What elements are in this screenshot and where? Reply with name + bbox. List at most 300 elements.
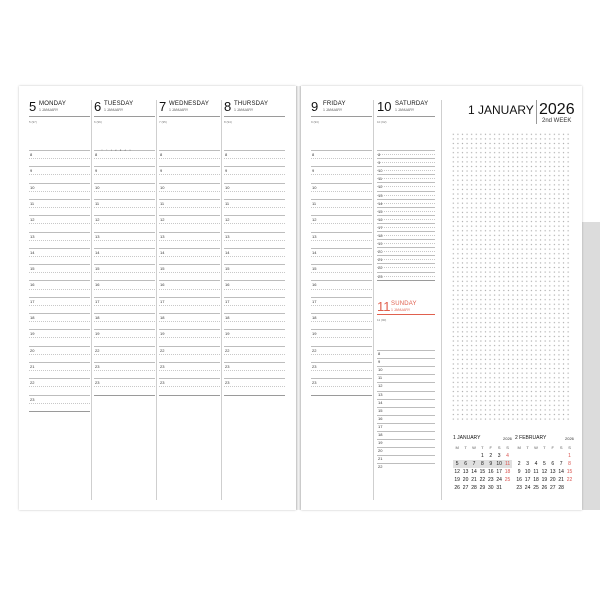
day-name: WEDNESDAY (169, 101, 210, 107)
time-slot[interactable] (224, 329, 285, 345)
calendar-day[interactable]: 5 (453, 460, 461, 468)
calendar-day[interactable]: 6 (551, 461, 555, 467)
calendar-day[interactable]: 10 (496, 461, 502, 467)
time-slot[interactable] (377, 215, 435, 223)
calendar-day[interactable]: 22 (566, 477, 573, 483)
time-slot[interactable] (159, 183, 220, 199)
time-slot[interactable] (29, 280, 90, 296)
calendar-day[interactable]: 24 (496, 477, 502, 483)
day-count-note: 10 (92) (377, 120, 387, 124)
calendar-day[interactable]: 20 (549, 477, 556, 483)
calendar-day[interactable]: 9 (487, 460, 495, 468)
calendar-day[interactable]: 9 (517, 469, 521, 475)
hour-label: 9 (378, 160, 381, 166)
day-count-note: 7 (95) (159, 120, 167, 124)
calendar-day[interactable]: 25 (533, 485, 539, 491)
hour-label: 12 (378, 383, 383, 389)
calendar-day[interactable]: 18 (504, 469, 511, 475)
time-slot[interactable] (377, 174, 435, 182)
hour-label: 11 (312, 200, 317, 206)
left-page (19, 86, 296, 510)
time-slot[interactable] (377, 358, 435, 366)
time-slot[interactable] (311, 346, 372, 362)
hour-label: 9 (95, 168, 98, 174)
calendar-day[interactable]: 3 (497, 453, 501, 459)
calendar-day (549, 452, 557, 460)
time-slot[interactable] (377, 263, 435, 271)
calendar-day (470, 452, 478, 460)
day-number: 7 (159, 99, 167, 114)
weekday-label: M (455, 445, 459, 450)
calendar-day[interactable]: 8 (478, 460, 486, 468)
weekday-label: S (506, 445, 509, 450)
time-slot[interactable] (29, 297, 90, 313)
time-slot[interactable] (377, 255, 435, 263)
bottom-rule (311, 395, 372, 396)
day-count-note: 8 (94) (224, 120, 232, 124)
time-slot[interactable] (377, 166, 435, 174)
calendar-day[interactable]: 25 (504, 477, 511, 483)
time-slot[interactable] (311, 280, 372, 296)
hour-label: 16 (225, 282, 230, 288)
calendar-day[interactable]: 1 (480, 453, 484, 459)
header-rule (29, 116, 90, 117)
calendar-day[interactable]: 14 (558, 469, 564, 475)
header-divider (536, 100, 537, 124)
hour-label: 22 (95, 347, 100, 353)
calendar-day[interactable]: 18 (533, 477, 539, 483)
column-divider (91, 100, 92, 500)
page-edge-tab (582, 222, 600, 510)
time-slot[interactable] (377, 150, 435, 158)
time-slot[interactable] (224, 362, 285, 378)
day-number: 9 (311, 99, 319, 114)
mini-calendar-grid (453, 444, 512, 492)
hour-label: 19 (225, 331, 230, 337)
hour-label: 15 (30, 266, 35, 272)
calendar-day[interactable]: 5 (542, 461, 546, 467)
time-slot[interactable] (224, 378, 285, 394)
hour-label: 23 (160, 380, 165, 386)
calendar-day[interactable]: 11 (533, 469, 539, 475)
calendar-day (503, 484, 511, 492)
hour-label: 11 (378, 176, 383, 182)
calendar-day[interactable]: 14 (471, 469, 477, 475)
bottom-rule (29, 411, 90, 412)
calendar-day[interactable]: 23 (516, 485, 522, 491)
column-divider (373, 100, 374, 500)
time-slot[interactable] (311, 215, 372, 231)
time-slot[interactable] (311, 150, 372, 166)
time-slot[interactable] (29, 264, 90, 280)
hour-label: 13 (225, 233, 230, 239)
time-slot[interactable] (94, 232, 155, 248)
time-slot[interactable] (94, 199, 155, 215)
time-slot[interactable] (377, 272, 435, 280)
time-slot[interactable] (159, 297, 220, 313)
column-divider (156, 100, 157, 500)
weekday-label: F (551, 445, 554, 450)
hour-label: 23 (160, 363, 165, 369)
time-slot[interactable] (159, 313, 220, 329)
time-slot[interactable] (94, 215, 155, 231)
calendar-day[interactable]: 16 (516, 477, 522, 483)
hour-label: 14 (378, 399, 383, 405)
calendar-day[interactable]: 21 (471, 477, 477, 483)
time-slot[interactable] (159, 362, 220, 378)
weekday-label: W (534, 445, 538, 450)
time-slot[interactable] (224, 150, 285, 166)
time-slot[interactable] (377, 431, 435, 439)
time-slot[interactable] (159, 329, 220, 345)
time-slot[interactable] (377, 231, 435, 239)
calendar-day[interactable]: 3 (526, 461, 529, 467)
time-slot[interactable] (159, 346, 220, 362)
hour-label: 20 (30, 347, 35, 353)
time-slot[interactable] (311, 297, 372, 313)
calendar-day[interactable]: 15 (479, 469, 486, 475)
time-slot[interactable] (224, 199, 285, 215)
time-slot[interactable] (377, 455, 435, 463)
hour-label: 11 (95, 200, 100, 206)
time-slot[interactable] (377, 207, 435, 215)
header-rule (311, 116, 372, 117)
calendar-day[interactable]: 26 (541, 485, 548, 491)
time-slot[interactable] (29, 199, 90, 215)
hour-label: 19 (378, 440, 383, 446)
time-slot[interactable] (224, 248, 285, 264)
time-slot[interactable] (94, 297, 155, 313)
calendar-day[interactable]: 7 (559, 461, 563, 467)
calendar-day[interactable]: 28 (471, 485, 477, 491)
weekday-label: T (464, 445, 467, 450)
hour-label: 22 (378, 464, 383, 470)
calendar-day[interactable]: 4 (506, 453, 509, 459)
calendar-day[interactable]: 20 (462, 477, 469, 483)
time-slot[interactable] (377, 415, 435, 423)
hour-label: 8 (312, 152, 315, 157)
calendar-day[interactable]: 16 (487, 469, 494, 475)
hour-label: 10 (378, 168, 383, 174)
time-slot[interactable] (377, 247, 435, 255)
calendar-day[interactable]: 31 (496, 485, 502, 491)
calendar-day (532, 452, 540, 460)
header-rule (377, 116, 435, 117)
calendar-day[interactable]: 23 (487, 477, 494, 483)
time-slot[interactable] (224, 280, 285, 296)
week-label: 2nd WEEK (542, 118, 572, 124)
hour-label: 12 (378, 184, 383, 190)
time-slot[interactable] (311, 329, 372, 345)
hour-label: 8 (378, 152, 381, 157)
hour-label: 19 (160, 331, 165, 337)
weekday-label: S (568, 445, 571, 450)
mini-calendar-grid (515, 444, 574, 492)
hour-label: 8 (225, 152, 228, 157)
time-slot[interactable] (311, 232, 372, 248)
calendar-day[interactable]: 27 (549, 485, 556, 491)
time-slot[interactable] (377, 223, 435, 231)
calendar-day[interactable]: 12 (454, 469, 460, 475)
time-slot[interactable] (94, 329, 155, 345)
hour-label: 10 (378, 367, 383, 373)
day-column-sunday (377, 300, 439, 510)
calendar-day (540, 452, 548, 460)
hour-label: 8 (160, 152, 163, 157)
year-title: 2026 (539, 101, 575, 118)
calendar-day[interactable]: 2 (517, 461, 521, 467)
day-month-label: 1 JANUARY (39, 108, 59, 112)
calendar-day[interactable]: 12 (541, 469, 548, 475)
hour-label: 20 (378, 249, 383, 255)
time-slot[interactable] (224, 313, 285, 329)
weekday-label: M (517, 445, 521, 450)
hour-label: 23 (95, 363, 100, 369)
time-slot[interactable] (377, 423, 435, 431)
mini-calendar-title: 1 JANUARY (453, 435, 481, 441)
time-slot[interactable] (159, 264, 220, 280)
calendar-day (453, 452, 461, 460)
weekday-label: W (472, 445, 476, 450)
time-slot[interactable] (29, 183, 90, 199)
hour-label: 16 (378, 415, 383, 421)
hour-label: 9 (225, 168, 228, 174)
hour-label: 10 (160, 184, 165, 190)
time-slot[interactable] (311, 199, 372, 215)
header-rule (377, 314, 435, 315)
header-rule (159, 116, 220, 117)
header-rule (224, 116, 285, 117)
hour-label: 13 (160, 233, 165, 239)
calendar-day[interactable]: 13 (549, 469, 556, 475)
hour-label: 12 (225, 217, 230, 223)
calendar-day (515, 452, 523, 460)
hour-label: 19 (312, 331, 317, 337)
calendar-day[interactable]: 17 (496, 469, 502, 475)
time-slot[interactable] (377, 239, 435, 247)
time-slot[interactable] (311, 378, 372, 394)
time-slot[interactable] (224, 297, 285, 313)
time-slot[interactable] (29, 150, 90, 166)
time-slot[interactable] (29, 329, 90, 345)
day-name: MONDAY (39, 101, 67, 107)
hour-label: 11 (30, 200, 35, 206)
hour-label: 23 (30, 396, 35, 402)
time-slot[interactable] (159, 378, 220, 394)
calendar-day[interactable]: 26 (454, 485, 460, 491)
hour-label: 17 (312, 298, 317, 304)
time-slot[interactable] (29, 215, 90, 231)
time-slot[interactable] (377, 182, 435, 190)
hour-label: 20 (378, 448, 383, 454)
calendar-day[interactable]: 28 (558, 485, 564, 491)
day-month-label: 1 JANUARY (391, 308, 411, 312)
time-slot[interactable] (94, 264, 155, 280)
time-slot[interactable] (311, 183, 372, 199)
calendar-day[interactable]: 19 (541, 477, 548, 483)
hour-label: 19 (95, 331, 100, 337)
time-slot[interactable] (377, 439, 435, 447)
weekday-label: F (489, 445, 492, 450)
hour-label: 8 (378, 351, 381, 356)
time-slot[interactable] (377, 199, 435, 207)
calendar-day[interactable]: 19 (454, 477, 460, 483)
time-slot[interactable] (377, 191, 435, 199)
column-divider (221, 100, 222, 500)
hour-label: 16 (378, 216, 383, 222)
hour-label: 21 (378, 456, 383, 462)
time-slot[interactable] (29, 378, 90, 394)
weekday-label: T (481, 445, 484, 450)
hour-label: 13 (378, 192, 383, 198)
day-column-wednesday (159, 86, 224, 510)
hour-label: 18 (30, 315, 35, 320)
day-column-friday (311, 86, 376, 510)
day-name: FRIDAY (323, 101, 346, 107)
hour-label: 10 (312, 184, 317, 190)
calendar-day[interactable]: 7 (470, 460, 478, 468)
day-month-label: 1 JANUARY (169, 108, 189, 112)
time-slot[interactable] (311, 166, 372, 182)
time-slot[interactable] (224, 166, 285, 182)
hour-label: 18 (95, 315, 100, 320)
hour-label: 11 (378, 375, 383, 381)
time-slot[interactable] (29, 395, 90, 411)
time-slot[interactable] (29, 232, 90, 248)
time-slot[interactable] (159, 232, 220, 248)
calendar-day[interactable]: 8 (568, 461, 571, 467)
hour-label: 18 (378, 233, 383, 238)
calendar-day[interactable]: 24 (524, 485, 531, 491)
time-slot[interactable] (94, 150, 155, 166)
time-slot[interactable] (94, 378, 155, 394)
time-slot[interactable] (377, 374, 435, 382)
time-slot[interactable] (94, 362, 155, 378)
bottom-rule (224, 395, 285, 396)
hour-label: 13 (95, 233, 100, 239)
mini-calendar-year: 2026 (503, 436, 512, 441)
time-slot[interactable] (311, 264, 372, 280)
time-slot[interactable] (94, 248, 155, 264)
calendar-day[interactable]: 15 (566, 469, 573, 475)
hour-label: 10 (225, 184, 230, 190)
calendar-day[interactable]: 13 (462, 469, 469, 475)
hour-label: 12 (312, 217, 317, 223)
weekday-label: T (543, 445, 546, 450)
time-slot[interactable] (377, 391, 435, 399)
time-slot[interactable] (377, 447, 435, 455)
hour-label: 17 (378, 423, 383, 429)
time-slot[interactable] (29, 346, 90, 362)
time-slot[interactable] (159, 215, 220, 231)
time-slot[interactable] (377, 382, 435, 390)
day-number: 6 (94, 99, 102, 114)
calendar-day[interactable]: 6 (461, 460, 469, 468)
calendar-day[interactable]: 29 (479, 485, 486, 491)
hour-label: 16 (95, 282, 100, 288)
calendar-day[interactable]: 2 (489, 453, 493, 459)
time-slot[interactable] (29, 248, 90, 264)
time-slot[interactable] (377, 158, 435, 166)
day-column-thursday (224, 86, 289, 510)
day-name: SUNDAY (391, 301, 417, 307)
hour-label: 9 (160, 168, 163, 174)
hour-label: 19 (378, 241, 383, 247)
hour-label: 23 (95, 380, 100, 386)
time-slot[interactable] (311, 313, 372, 329)
day-count-note: 5 (97) (29, 120, 37, 124)
hour-label: 14 (225, 249, 230, 255)
calendar-day[interactable]: 27 (462, 485, 469, 491)
day-month-label: 1 JANUARY (323, 108, 343, 112)
time-slot[interactable] (29, 166, 90, 182)
time-slot[interactable] (94, 183, 155, 199)
hour-label: 17 (378, 224, 383, 230)
mini-calendar-year: 2026 (565, 436, 574, 441)
time-slot[interactable] (94, 346, 155, 362)
time-slot[interactable] (377, 399, 435, 407)
hour-label: 13 (312, 233, 317, 239)
time-slot[interactable] (159, 248, 220, 264)
time-slot[interactable] (29, 362, 90, 378)
hour-label: 23 (312, 380, 317, 386)
time-slot[interactable] (94, 313, 155, 329)
calendar-day[interactable]: 10 (524, 469, 531, 475)
time-slot[interactable] (159, 199, 220, 215)
time-slot[interactable] (224, 346, 285, 362)
hour-label: 22 (160, 347, 165, 353)
hour-label: 8 (30, 152, 33, 157)
weekday-label: S (559, 445, 563, 450)
dot-grid-notes[interactable] (451, 132, 571, 422)
calendar-day[interactable]: 1 (568, 453, 571, 459)
calendar-day[interactable]: 21 (558, 477, 564, 483)
hour-label: 9 (312, 168, 315, 174)
calendar-day[interactable]: 17 (524, 477, 531, 483)
hour-label: 22 (225, 347, 230, 353)
calendar-day[interactable]: 22 (479, 477, 486, 483)
time-slot[interactable] (377, 350, 435, 358)
day-name: TUESDAY (104, 101, 134, 107)
hour-label: 12 (95, 217, 100, 223)
day-number: 10 (377, 99, 392, 114)
time-slot[interactable] (94, 280, 155, 296)
hour-label: 17 (225, 298, 230, 304)
time-slot[interactable] (377, 366, 435, 374)
calendar-day[interactable]: 4 (534, 461, 538, 467)
calendar-day[interactable]: 30 (487, 485, 494, 491)
time-slot[interactable] (377, 407, 435, 415)
calendar-day[interactable]: 11 (504, 461, 511, 467)
day-number: 5 (29, 99, 37, 114)
hour-label: 21 (378, 257, 383, 263)
time-slot[interactable] (29, 313, 90, 329)
hour-label: 16 (30, 282, 35, 288)
time-slot[interactable] (311, 248, 372, 264)
time-slot[interactable] (159, 150, 220, 166)
time-slot[interactable] (224, 215, 285, 231)
time-slot[interactable] (224, 264, 285, 280)
time-slot[interactable] (159, 280, 220, 296)
calendar-day (461, 452, 469, 460)
time-slot[interactable] (224, 232, 285, 248)
bottom-rule (94, 395, 155, 396)
time-slot[interactable] (224, 183, 285, 199)
time-slot[interactable] (311, 362, 372, 378)
time-slot[interactable] (377, 463, 435, 471)
time-slot[interactable] (94, 166, 155, 182)
time-slot[interactable] (159, 166, 220, 182)
